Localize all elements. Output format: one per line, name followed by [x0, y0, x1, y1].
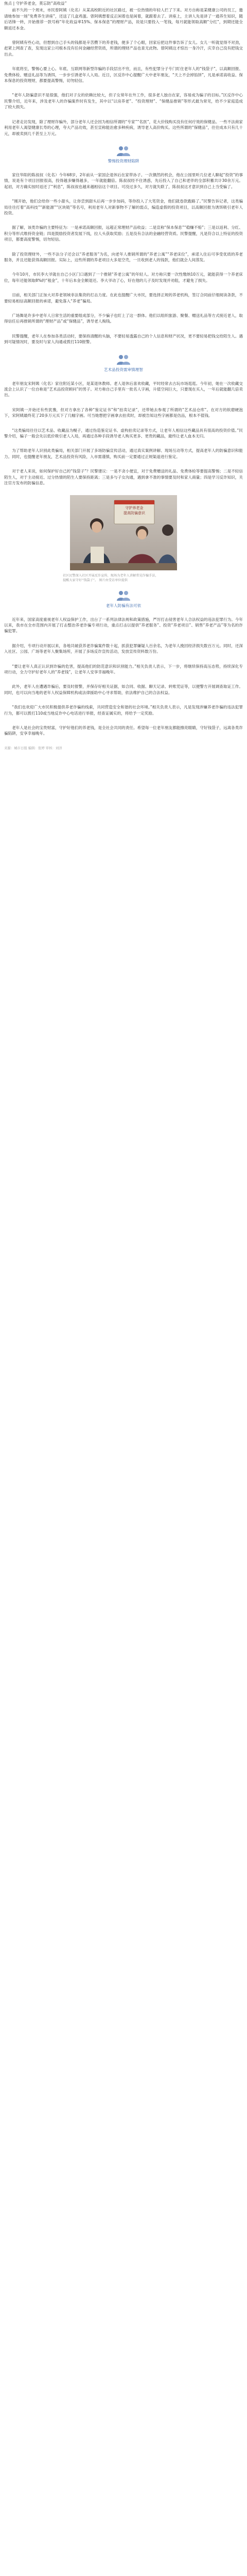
paragraph: “刚开始，他们会给你一些小甜头，让你尝到甜头后再一步步加码，等你投入了大笔资金，他们就卷款跑路了。”民警告诉记者，这类骗局往往打着“高科技”“新能源”“区块链”等名号，利用老年人对新事物不了解的弱点，编造虚假的投资项目，以高额回报为诱饵吸引老年人投资。 — [4, 199, 243, 215]
people-icon — [116, 354, 131, 365]
paragraph: 此外，老年人在遭遇诈骗后，要及时报警，并保存好相关证据，如合同、收据、聊天记录、转账凭证等，以便警方开展调查取证工作。同时，也可以向当地的老年人权益保障机构或法律援助中心寻求帮助，依法维护自己的合法权益。 — [4, 684, 243, 695]
paragraph: 近年来，国家高度重视老年人权益保护工作，出台了一系列法律法规和政策措施，严厉打击侵害老年人合法权益的违法犯罪行为。今年以来，我市在全市范围内开展了打击整治养老诈骗专项行动，重点打击以提供“养老服务”、投资“养老项目”、销售“养老产品”等为名的诈骗犯罪。 — [4, 617, 243, 634]
paragraph: “我们也欢迎广大市民积极提供养老诈骗的线索，共同营造安全和谐的社会环境。”相关负责人表示，凡是发现涉嫌养老诈骗的违法犯罪行为，都可以拨打110或当地反诈中心电话进行举报，经查证属实的，将给予一定奖励。 — [4, 705, 243, 716]
photo-caption — [63, 573, 184, 583]
paragraph: 据了解，该类诈骗的主要特征为：一是承诺高额回报，远超正常理财产品收益；二是宣称“保本保息”“稳赚不赔”；三是以返利、分红、积分等形式维持资金链；四是鼓励投资者发展下线，拉人头获取奖励；五是没有合法的金融经营资质。民警提醒，凡是符合以上特征的投资项目，都要高度警惕，切勿轻信。 — [4, 225, 243, 242]
people-icon — [116, 145, 131, 157]
paragraph: “要让老年人真正认识到诈骗的危害，提高他们的防范意识和识别能力。”相关负责人表示，下一步，将继续保持高压态势，持续深化专项行动，全力守护好老年人的“养老钱”，让老年人安享幸福晚年。 — [4, 664, 243, 674]
paragraph: “老年人防骗意识不是很强，他们对子女的依赖比较大，但子女常年在外工作，很多老人独自在家，容易成为骗子的目标。”区反诈中心民警介绍，近年来，涉及老年人的诈骗案件时有发生，其中以“以房养老”、“投资理财”、“保健品推销”等形式最为常见，给不少家庭造成了较大损失。 — [4, 93, 243, 110]
section-title: 老年人防骗有法可依 — [105, 603, 142, 608]
section-title: 艺术品投资需审慎理智 — [104, 367, 143, 372]
section-intro — [4, 7, 243, 137]
paragraph: 老年朋友宋阿姨（化名）家住附近某小区，是某退休教师。老人退休后喜欢收藏，平时经常去古玩市场逛逛。今年初，她在一次收藏交流会上认识了一位自称是“艺术品投资顾问”的男子。对方称自己手里有一批名人字画，升值空间巨大，只要现在买入，一年后就能翻几倍卖出。 — [4, 381, 243, 398]
paragraph: 曾阿姨有些心动，但想到自己手头的钱都是辛苦攒下的养老钱，便多了个心眼，回家后把这件事告诉了女儿。女儿一听就觉得不对劲，赶紧上网查了查，发现这家公司根本没有任何金融经营资质，所谓的理财产品也查无此物。曾阿姨这才惊出一身冷汗，庆幸自己没有把钱交出去。 — [4, 40, 243, 57]
paragraph: 为了帮助老年人识别此类骗局，相关部门开展了多场防骗宣传活动，通过真实案例讲解、现场互动等方式，提高老年人的防骗意识和能力。同时，也提醒老年朋友，艺术品投资有风险，入市需谨慎，购买前一定要通过正规渠道进行鉴定。 — [4, 448, 243, 459]
paragraph: 年底将至，警惕心要上心。年底、互联网等新型诈骗的手段层出不穷，而且，有些犯罪分子专门盯住老年人的“钱袋子”，以高额回报、免费体检、赠送礼品等为诱饵，一步步引诱老年人入局。近日，区反诈中心提醒广大中老年朋友，“天上不会掉馅饼”，凡是承诺高收益、保本保息的投资理财，都要提高警惕，切勿轻信。 — [4, 66, 243, 83]
paragraph: 目前，相关部门正加大对养老领域非法集资的打击力度。在此也提醒广大市民，要选择正规的养老机构，签订合同前仔细阅读条款，不要轻易相信高额回报的承诺，避免落入“养老”骗局。 — [4, 293, 243, 303]
photo-figure — [4, 495, 243, 583]
section-legal — [4, 590, 243, 737]
paragraph: 老年人是社会的宝贵财富，守护好他们的养老钱，是全社会共同的责任。希望每一位老年朋友都能擦亮眼睛，守好钱袋子，远离各类诈骗陷阱，安享幸福晚年。 — [4, 725, 243, 736]
paragraph: 广场舞是许多中老年人日常生活的重要组成部分，不少骗子也盯上了这一群体。他们以组织旅游、聚餐、赠送礼品等方式接近老人，取得信任后再推销所谓的“理财产品”或“保健品”，诱导老人掏钱。 — [4, 313, 243, 324]
article — [0, 0, 247, 758]
article-title-line: 焦点 | 守护养老金，莫忘防“高收益” — [4, 1, 67, 6]
paragraph: 民警提醒，老年人在参加各类活动时，要保持清醒的头脑，不要轻易透露自己的个人信息和财产状况，更不要轻易把钱交给陌生人。遇到可疑情况时，要及时与家人沟通或拨打110报警。 — [4, 333, 243, 345]
paragraph: 今年10月，市民李大爷就在自己小区门口遇到了一个推销“养老公寓”的年轻人。对方称只要一次性缴纳10万元，就能获得一个养老床位，每年还能领取8%的“租金”，十年后本金全额退还。李大爷动了心，好在他的儿子及时发现并劝阻，才避免了损失。 — [4, 272, 243, 283]
photo-caption-line: 社区民警深入社区开展反诈宣传，现场为老年人讲解常见诈骗手法， — [63, 573, 158, 578]
article-footer: 来源：城市日报 编辑：张婷 审核：刘洋 — [4, 745, 62, 750]
photo-sign-text — [114, 505, 154, 516]
paragraph: 记者走访发现，除了理财诈骗外，部分老年人还会因为相信所谓的“专家”“名医”，花大价钱购买没有任何疗效的保健品。一些不法商家利用老年人渴望健康长寿的心理，夸大产品功效，甚至宣称能治愈多种疾病，诱导老人高价购买。这些所谓的“保健品”，往往成本只有几十元，却被卖到几千甚至上万元。 — [4, 119, 243, 136]
section-header — [4, 590, 243, 608]
paragraph: 除了投资理财外，一些不法分子还会以“养老服务”为名，向老年人推销所谓的“养老公寓”“养老床位”，承诺入住后可享受优质的养老服务，并且还能获得高额回报。实际上，这些所谓的养老项目大多是空壳，一旦收到老人的钱款，他们就会人间蒸发。 — [4, 251, 243, 262]
paragraph: “这类骗局往往以艺术品、收藏品为幌子，通过伪造鉴定证书、虚构拍卖记录等方式，让老年人相信这些藏品具有很高的投资价值。”民警介绍，骗子一般会先以低价吸引老人入局，再通过各种手段诱导老人购买更多、更贵的藏品，最终让老人血本无归。 — [4, 428, 243, 439]
photo-sign-line: 守护养老金 — [125, 505, 144, 510]
paragraph: 前不久的一个周末，市民曾阿姨（化名）从某高校附近的社区路过，被一位热情的年轻人拦了下来。对方自称是某健康公司的员工，邀请她参加一场“免费养生讲座”，还送了几盒鸡蛋。曾阿姨想着反正闲着也是闲着，就跟着去了。讲座上，主讲人先是讲了一通养生知识，随后话锋一转，开始推荐一款号称“年化收益率15%、保本保息”的理财产品，说是只要投入一笔钱，每月就能领取高额“分红”，到期还能全额返还本金。 — [4, 8, 243, 30]
section-art-investment — [4, 354, 243, 583]
paragraph: 家住华阳的陈叔叔（化名）今年68岁，2年前从一家国企退休后在家带孙子。一次偶然的机会，他在公园里听几位老人聊起“投资”的事情，说是有个项目回报很高，投得越多赚得越多，一年就能翻倍。陈叔叔经不住诱惑，先后投入了自己和老伴的全部积蓄共计30余万元。起初，对方确实按时返还了“利息”，陈叔叔也越来越相信这个项目。可没过多久，对方就失联了，陈叔叔这才意识到自己上当受骗了。 — [4, 172, 243, 189]
paragraph: 据介绍，专项行动开展以来，各地共破获养老诈骗案件数十起，抓获犯罪嫌疑人百余名，为老年人挽回经济损失数百万元。同时，还深入社区、公园、广场等老年人聚集场所，开展了多场反诈宣传活动，发放宣传资料数万份。 — [4, 643, 243, 654]
section-title: 警惕投资理财陷阱 — [108, 158, 139, 163]
paragraph: 对于老人来说，如何保护好自己的“钱袋子”？民警建议：一是不贪小便宜，对于免费赠送的礼品、免费体检等要提高警惕；二是不轻信陌生人，对于主动接近、过分热情的陌生人要保持距离；三是多与子女沟通，遇到拿不准的事情要及时和家人商量；四是学习反诈知识，关注官方发布的防骗信息。 — [4, 469, 243, 486]
news-photo — [70, 495, 177, 570]
section-header — [4, 145, 243, 164]
photo-sign-line: 提高防骗意识 — [123, 511, 145, 515]
people-icon — [116, 590, 131, 601]
photo-caption-line: 提醒大家守好“钱袋子”。 图片由受访单位提供 — [63, 578, 128, 582]
section-header — [4, 354, 243, 372]
paragraph: 宋阿姨一开始还有些犹豫，但对方拿出了各种“鉴定证书”和“拍卖记录”，还带她去参观了所谓的“艺术品仓库”。在对方的软磨硬泡下，宋阿姨最终花了20多万元买下了几幅字画。可当她想把字画拿去拍卖时，却被告知这些字画都是仿品，根本不值钱。 — [4, 407, 243, 418]
section-investment — [4, 145, 243, 345]
